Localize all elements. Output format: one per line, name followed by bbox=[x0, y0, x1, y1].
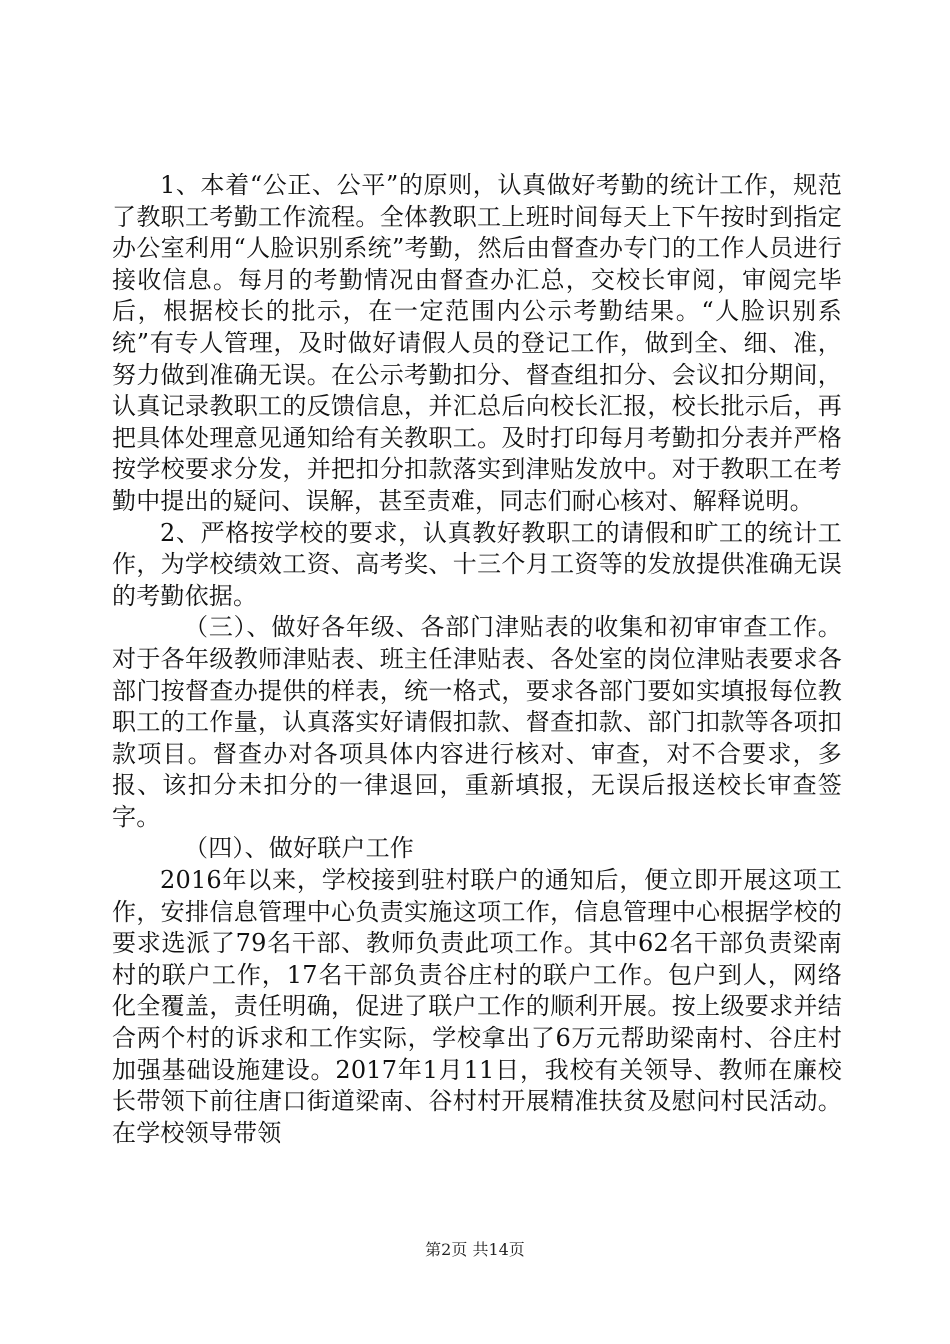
paragraph-leave-statistics: 2、严格按学校的要求，认真教好教职工的请假和旷工的统计工作，为学校绩效工资、高考奖、十三个月工资等的发放提供准确无误的考勤依据。 bbox=[112, 518, 842, 610]
paragraph-household-work: 2016年以来，学校接到驻村联户的通知后，便立即开展这项工作，安排信息管理中心负责实施这项工作，信息管理中心根据学校的要求选派了79名干部、教师负责此项工作。其中62名干部负责梁南村的联户工作，17名干部负责谷庄村的联户工作。包户到人，网络化全覆盖，责任明确，促进了联户工作的顺利开展。按上级要求并结合两个村的诉求和工作实际，学校拿出了6万元帮助梁南村、谷庄村加强基础设施建设。2017年1月11日，我校有关领导、教师在廉校长带领下前往唐口街道梁南、谷村村开展精准扶贫及慰问村民活动。在学校领导带领 bbox=[112, 866, 842, 1147]
paragraph-allowance-review: （三）、做好各年级、各部门津贴表的收集和初审审查工作。对于各年级教师津贴表、班主任津贴表、各处室的岗位津贴表要求各部门按督查办提供的样表，统一格式，要求各部门要如实填报每位教职工的工作量，认真落实好请假扣款、督查扣款、部门扣款等各项扣款项目。督查办对各项具体内容进行核对、审查，对不合要求，多报、该扣分未扣分的一律退回，重新填报，无误后报送校长审查签字。 bbox=[112, 613, 842, 831]
document-body bbox=[112, 170, 842, 1149]
page-number-footer: 第2页 共14页 bbox=[425, 1240, 525, 1259]
section-heading-household-work: （四）、做好联户工作 bbox=[184, 834, 414, 863]
paragraph-attendance-statistics: 1、本着“公正、公平”的原则，认真做好考勤的统计工作，规范了教职工考勤工作流程。全体教职工上班时间每天上下午按时到指定办公室利用“人脸识别系统”考勤，然后由督查办专门的工作人员进行接收信息。每月的考勤情况由督查办汇总，交校长审阅，审阅完毕后，根据校长的批示，在一定范围内公示考勤结果。“人脸识别系统”有专人管理，及时做好请假人员的登记工作，做到全、细、准，努力做到准确无误。在公示考勤扣分、督查组扣分、会议扣分期间，认真记录教职工的反馈信息，并汇总后向校长汇报，校长批示后，再把具体处理意见通知给有关教职工。及时打印每月考勤扣分表并严格按学校要求分发，并把扣分扣款落实到津贴发放中。对于教职工在考勤中提出的疑问、误解，甚至责难，同志们耐心核对、解释说明。 bbox=[112, 171, 842, 515]
